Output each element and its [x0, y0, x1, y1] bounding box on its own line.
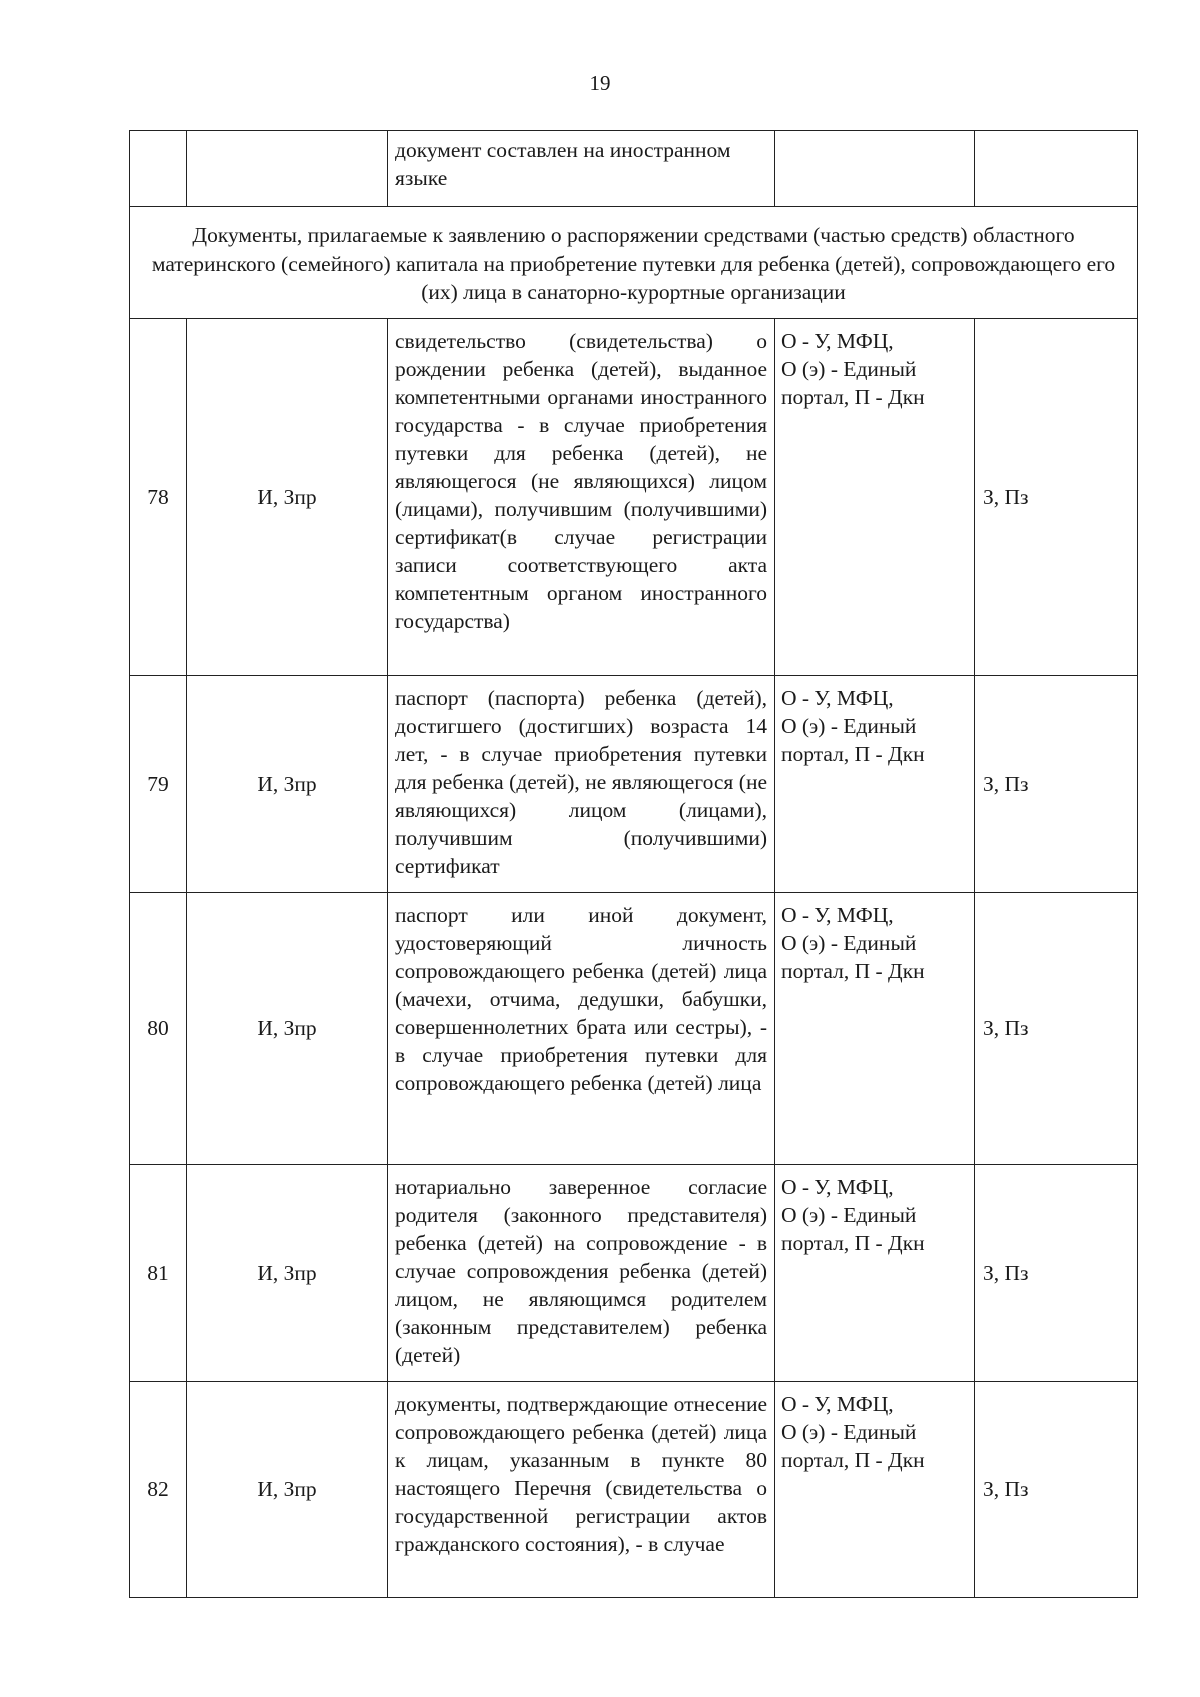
table-row [130, 1164, 1138, 1381]
row-code-cell: И, Зпр [187, 1164, 388, 1381]
row-result-cell: З, Пз [975, 318, 1138, 675]
row-method-cell [775, 1164, 975, 1381]
section-header-row [130, 207, 1138, 319]
method-line: О - У, МФЦ, [781, 1391, 894, 1416]
row-result-cell: З, Пз [975, 1381, 1138, 1597]
row-document-cell: нотариально заверенное согласие родителя (законного представителя) ребенка (детей) на сопровождение - в случае сопровождения ребенка (детей) лицом, не являющимся родителем (законным представителем) ребенка (детей) [388, 1164, 775, 1381]
method-line: О (э) - Единый портал, П - Дкн [781, 1202, 925, 1255]
row-method-cell [775, 1381, 975, 1597]
row-document-cell: паспорт или иной документ, удостоверяющий личность сопровождающего ребенка (детей) лица (мачехи, отчима, дедушки, бабушки, совершеннолетних брата или сестры), - в случае приобретения путевки для сопровождающего ребенка (детей) лица [388, 892, 775, 1164]
method-line: О - У, МФЦ, [781, 902, 894, 927]
table-row [130, 892, 1138, 1164]
row-number-cell: 79 [130, 675, 187, 892]
section-title: Документы, прилагаемые к заявлению о распоряжении средствами (частью средств) областного материнского (семейного) капитала на приобретение путевки для ребенка (детей), сопровождающего его (их) лица в санаторно-курортные организации [130, 207, 1138, 319]
row-result-cell: З, Пз [975, 1164, 1138, 1381]
method-line: О - У, МФЦ, [781, 328, 894, 353]
row-method-cell [775, 131, 975, 207]
row-number-cell: 82 [130, 1381, 187, 1597]
method-line: О - У, МФЦ, [781, 1174, 894, 1199]
table-rows [130, 318, 1138, 1597]
row-document-cell: свидетельство (свидетельства) о рождении ребенка (детей), выданное компетентными органами иностранного государства - в случае приобретения путевки для ребенка (детей), не являющегося (не являющихся) лицом (лицами), получившим (получившими) сертификат(в случае регистрации записи соответствующего акта компетентным органом иностранного государства) [388, 318, 775, 675]
method-line: О (э) - Единый портал, П - Дкн [781, 713, 925, 766]
row-code-cell: И, Зпр [187, 675, 388, 892]
row-number-cell [130, 131, 187, 207]
row-number-cell: 78 [130, 318, 187, 675]
row-method-cell [775, 892, 975, 1164]
table-row [130, 318, 1138, 675]
row-number-cell: 81 [130, 1164, 187, 1381]
row-code-cell: И, Зпр [187, 318, 388, 675]
page-number: 19 [589, 71, 611, 95]
method-line: О (э) - Единый портал, П - Дкн [781, 930, 925, 983]
row-code-cell: И, Зпр [187, 892, 388, 1164]
row-result-cell: З, Пз [975, 892, 1138, 1164]
row-document-cell: документ составлен на иностранном языке [388, 131, 775, 207]
table-row [130, 1381, 1138, 1597]
row-document-cell: документы, подтверждающие отнесение сопровождающего ребенка (детей) лица к лицам, указанным в пункте 80 настоящего Перечня (свидетельства о государственной регистрации актов гражданского состояния), - в случае [388, 1381, 775, 1597]
row-code-cell: И, Зпр [187, 1381, 388, 1597]
row-code-cell [187, 131, 388, 207]
row-method-cell [775, 675, 975, 892]
method-line: О (э) - Единый портал, П - Дкн [781, 356, 925, 409]
method-line: О - У, МФЦ, [781, 685, 894, 710]
row-method-cell [775, 318, 975, 675]
table-row [130, 675, 1138, 892]
row-number-cell: 80 [130, 892, 187, 1164]
row-result-cell: З, Пз [975, 675, 1138, 892]
documents-table [129, 130, 1138, 1598]
row-document-cell: паспорт (паспорта) ребенка (детей), достигшего (достигших) возраста 14 лет, - в случае приобретения путевки для ребенка (детей), не являющегося (не являющихся) лицом (лицами), получившим (получившими) сертификат [388, 675, 775, 892]
method-line: О (э) - Единый портал, П - Дкн [781, 1419, 925, 1472]
table-row-continuation [130, 131, 1138, 207]
row-result-cell [975, 131, 1138, 207]
